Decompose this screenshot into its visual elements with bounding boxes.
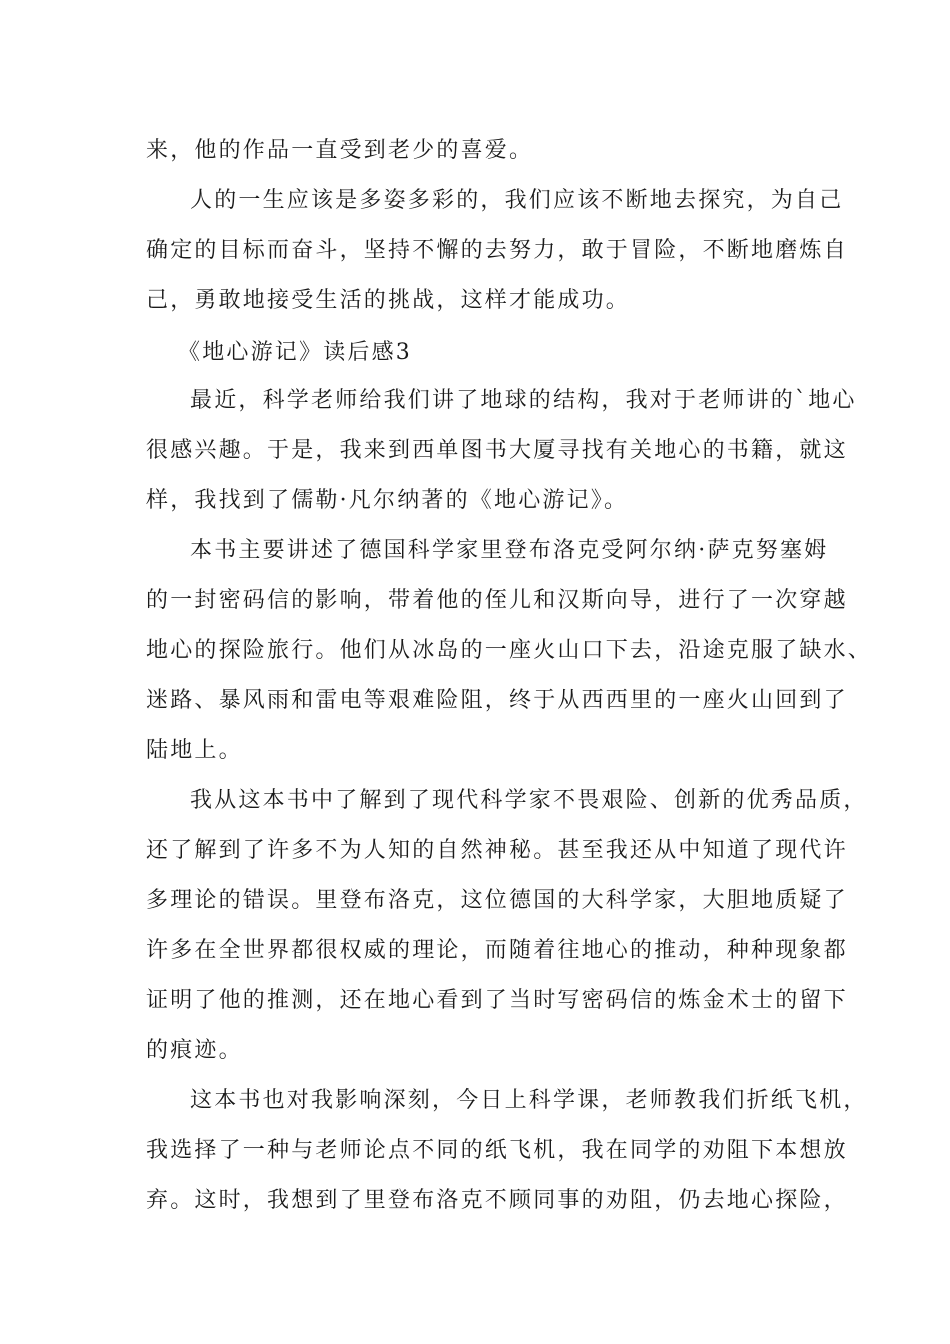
text-line: 地心的探险旅行。他们从冰岛的一座火山口下去，沿途克服了缺水、 [146,638,873,663]
text-line: 多理论的错误。里登布洛克，这位德国的大科学家，大胆地质疑了 [146,888,848,913]
text-line: 陆地上。 [146,738,243,763]
text-line: 确定的目标而奋斗，坚持不懈的去努力，敢于冒险，不断地磨炼自 [146,238,848,263]
text-line: 的一封密码信的影响，带着他的侄儿和汉斯向导，进行了一次穿越 [146,588,848,613]
paragraph-first-line: 最近，科学老师给我们讲了地球的结构，我对于老师讲的`地心 [190,388,857,413]
text-line: 来，他的作品一直受到老少的喜爱。 [146,138,534,163]
text-line: 的痕迹。 [146,1038,243,1063]
text-line: 许多在全世界都很权威的理论，而随着往地心的推动，种种现象都 [146,938,848,963]
text-line: 很感兴趣。于是，我来到西单图书大厦寻找有关地心的书籍，就这 [146,438,848,463]
paragraph-first-line: 我从这本书中了解到了现代科学家不畏艰险、创新的优秀品质， [190,788,868,813]
section-heading: 《地心游记》读后感3 [178,340,412,365]
text-line: 样，我找到了儒勒·凡尔纳著的《地心游记》。 [146,488,629,513]
paragraph-first-line: 本书主要讲述了德国科学家里登布洛克受阿尔纳·萨克努塞姆 [190,538,829,563]
text-line: 我选择了一种与老师论点不同的纸飞机，我在同学的劝阻下本想放 [146,1138,848,1163]
text-line: 证明了他的推测，还在地心看到了当时写密码信的炼金术士的留下 [146,988,848,1013]
text-line: 己，勇敢地接受生活的挑战，这样才能成功。 [146,288,631,313]
text-line: 弃。这时，我想到了里登布洛克不顾同事的劝阻，仍去地心探险， [146,1188,848,1213]
paragraph-first-line: 这本书也对我影响深刻，今日上科学课，老师教我们折纸飞机， [190,1088,868,1113]
paragraph-first-line: 人的一生应该是多姿多彩的，我们应该不断地去探究，为自己 [190,188,844,213]
text-line: 迷路、暴风雨和雷电等艰难险阻，终于从西西里的一座火山回到了 [146,688,848,713]
text-line: 还了解到了许多不为人知的自然神秘。甚至我还从中知道了现代许 [146,838,848,863]
